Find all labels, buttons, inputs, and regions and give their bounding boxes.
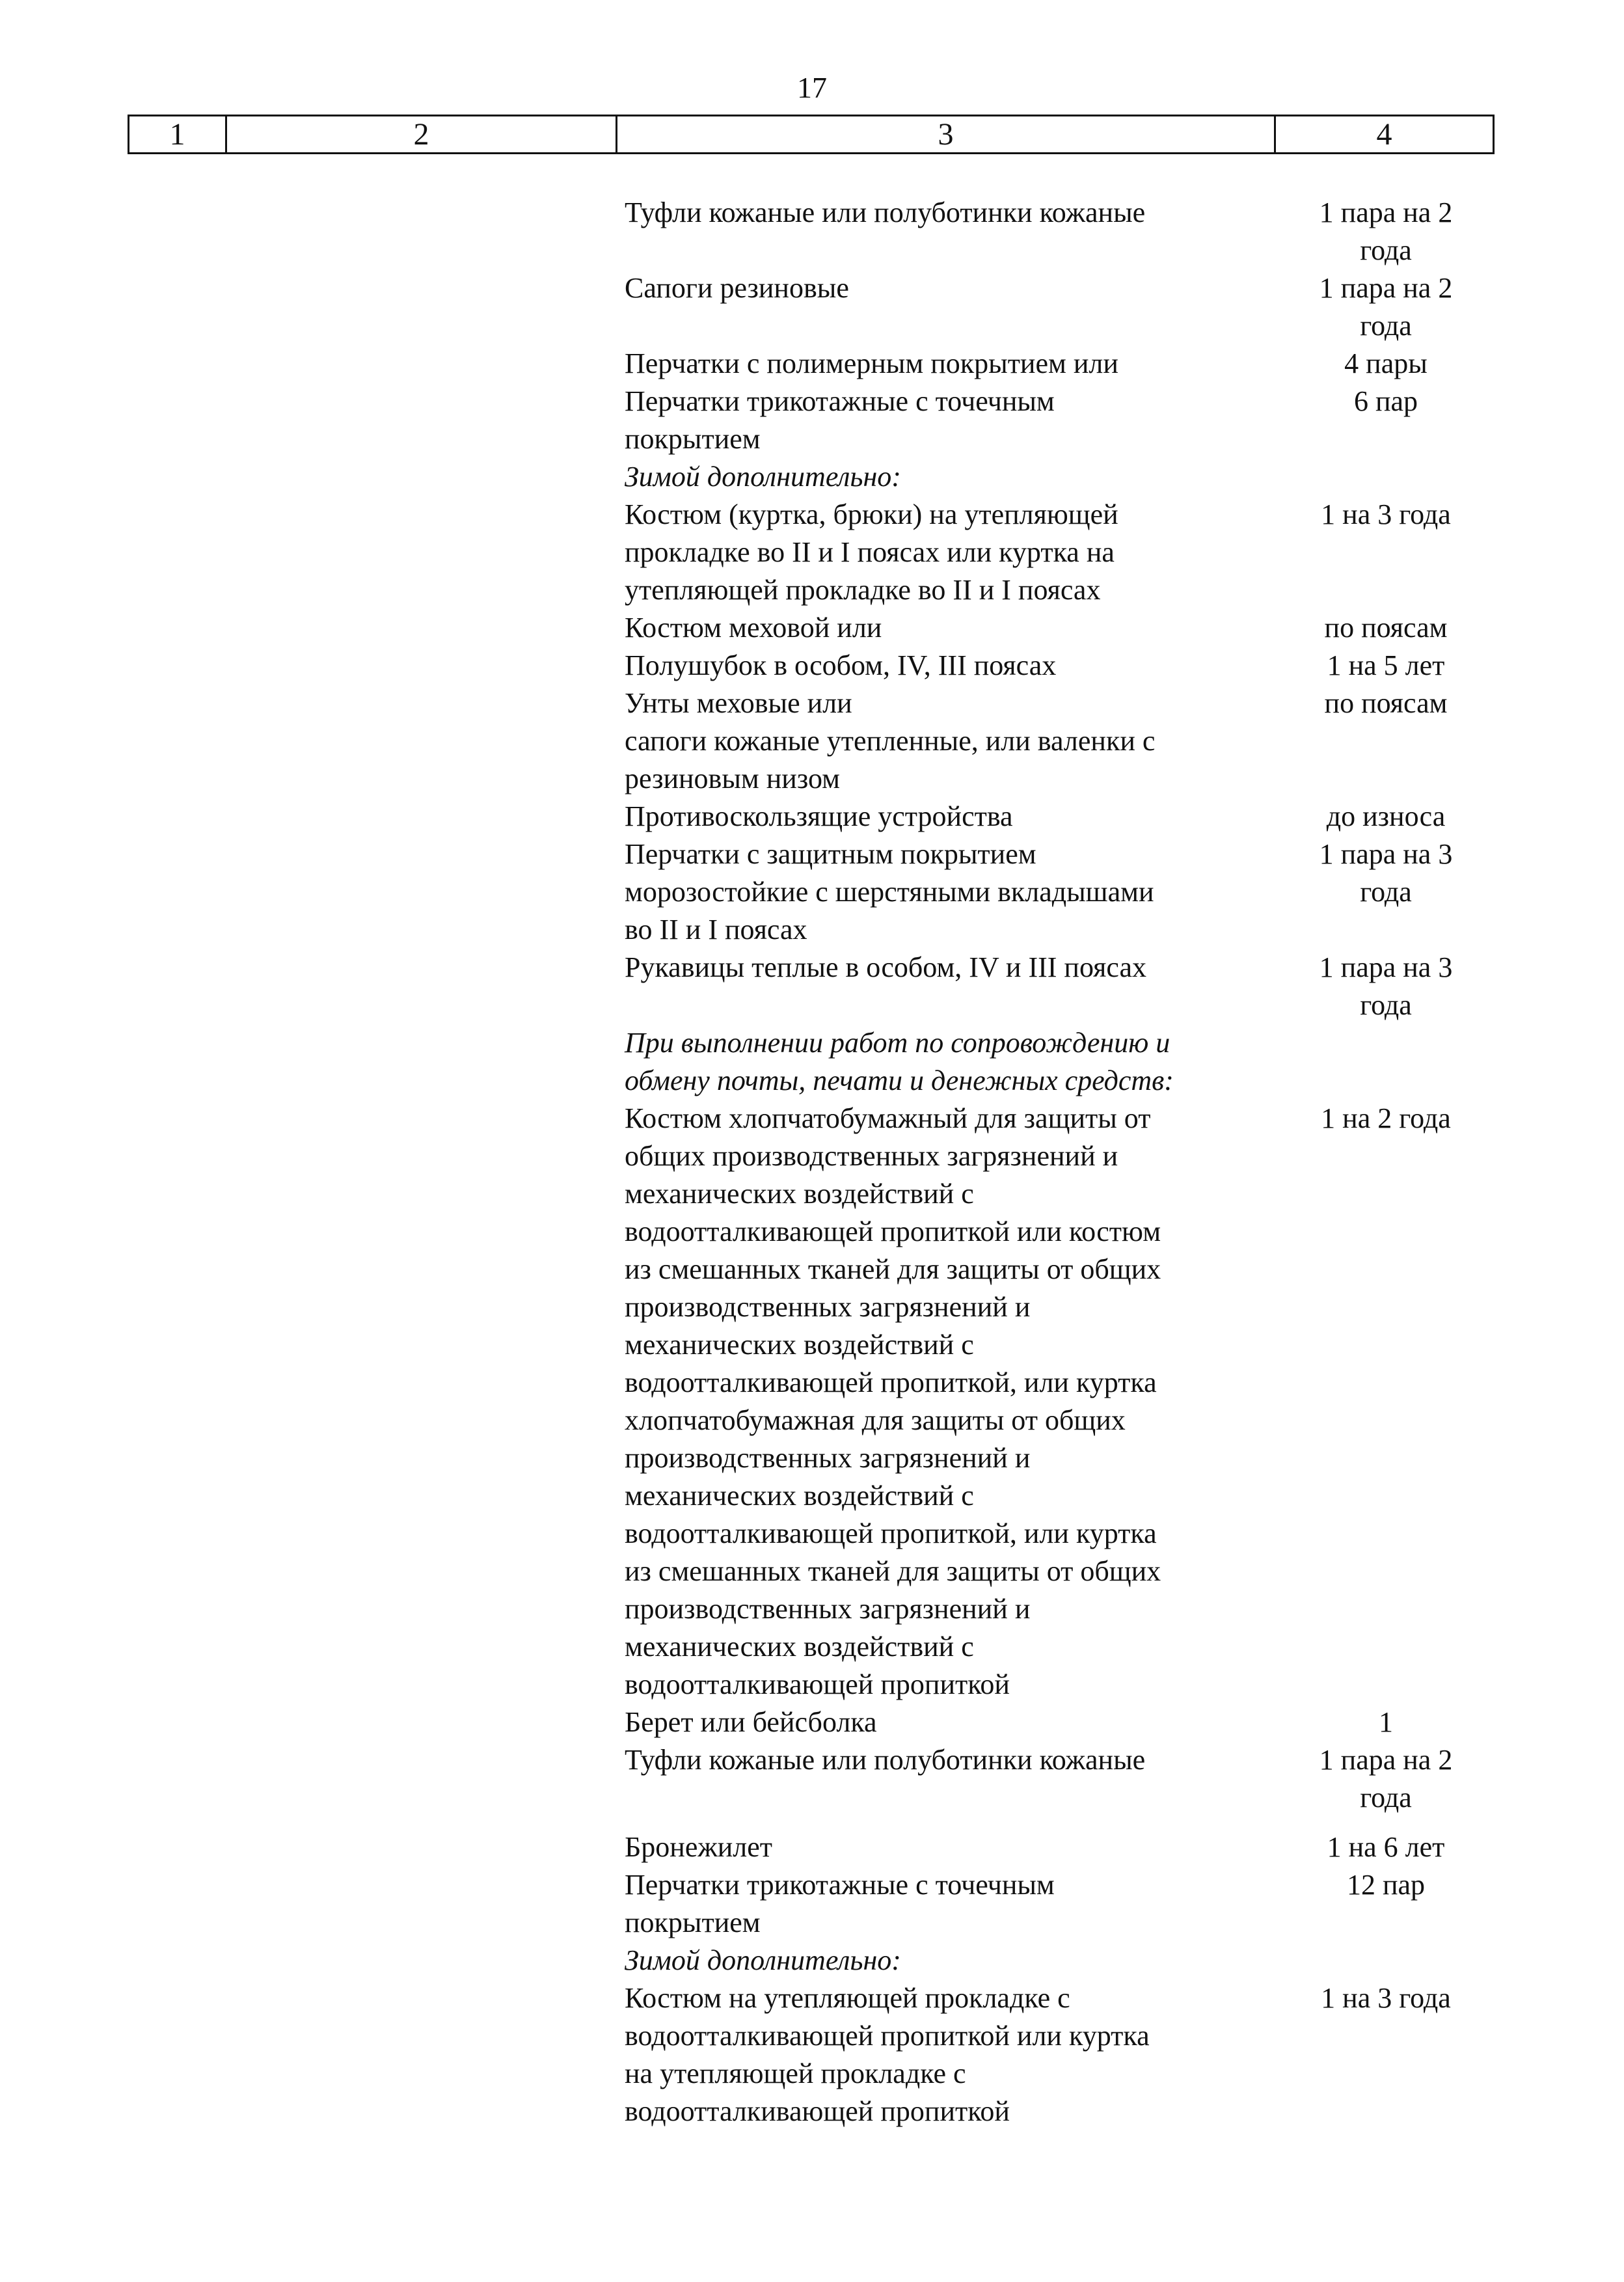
item-name: Рукавицы теплые в особом, IV и III поясах (625, 951, 1146, 983)
list-item (625, 383, 1496, 458)
item-name: Берет или бейсболка (625, 1706, 877, 1738)
item-name: Перчатки трикотажные с точечным покрытием (625, 1869, 1055, 1938)
item-name: Бронежилет (625, 1831, 773, 1863)
item-name: Перчатки с защитным покрытием морозостойкие с шерстяными вкладышами во II и I поясах (625, 838, 1154, 945)
section-heading-text: Зимой дополнительно: (625, 1944, 901, 1976)
list-item (625, 1979, 1496, 2130)
column-header-4: 4 (1376, 117, 1392, 152)
section-heading (625, 1942, 1496, 1979)
column-header-2: 2 (227, 116, 617, 152)
item-name: Туфли кожаные или полуботинки кожаные (625, 1744, 1146, 1776)
item-norm: 4 пары (1344, 347, 1428, 379)
list-item (625, 1828, 1496, 1866)
list-item (625, 647, 1496, 685)
list-item (625, 1100, 1496, 1704)
item-norm: 6 пар (1353, 385, 1418, 417)
item-name: Костюм хлопчатобумажный для защиты от общих производственных загрязнений и механических воздействий с водоотталкивающей пропиткой или костюм из смешанных тканей для защиты от общих производственных загрязнений и механических воздействий с водоотталкивающей пропиткой, или куртка хлопчатобумажная для защиты от общих производственных загрязнений и механических воздействий с водоотталкивающей пропиткой, или куртка из смешанных тканей для защиты от общих производственных загрязнений и механических воздействий с водоотталкивающей пропиткой (625, 1102, 1161, 1700)
list-item (625, 798, 1496, 835)
item-norm: 1 (1379, 1706, 1393, 1738)
section-heading (625, 1024, 1496, 1100)
section-heading-text: При выполнении работ по сопровождению и обмену почты, печати и денежных средств: (625, 1027, 1174, 1096)
list-item (625, 1704, 1496, 1741)
item-norm: 1 пара на 2 года (1319, 272, 1453, 342)
item-name: Сапоги резиновые (625, 272, 849, 304)
column-header-3: 3 (617, 116, 1276, 152)
item-name: Противоскользящие устройства (625, 800, 1013, 832)
item-norm: по поясам (1324, 612, 1448, 644)
section-heading (625, 458, 1496, 496)
item-norm: 1 на 5 лет (1327, 649, 1445, 681)
list-item (625, 194, 1496, 269)
item-name: Костюм (куртка, брюки) на утепляющей прокладке во II и I поясах или куртка на утепляющей прокладке во II и I поясах (625, 498, 1118, 606)
list-item (625, 269, 1496, 345)
item-norm: 1 пара на 3 года (1319, 951, 1453, 1021)
item-norm: 1 на 6 лет (1327, 1831, 1445, 1863)
list-item (625, 835, 1496, 949)
list-item (625, 1866, 1496, 1942)
list-item (625, 345, 1496, 383)
item-name: Туфли кожаные или полуботинки кожаные (625, 197, 1146, 228)
item-name: Перчатки с полимерным покрытием или (625, 347, 1118, 379)
page-number: 17 (797, 71, 827, 104)
list-item (625, 685, 1496, 798)
item-name: Унты меховые или сапоги кожаные утепленные, или валенки с резиновым низом (625, 687, 1156, 795)
item-norm: 1 пара на 3 года (1319, 838, 1453, 908)
item-norm: 1 на 3 года (1321, 1982, 1451, 2014)
item-norm: 12 пар (1346, 1869, 1426, 1901)
list-item (625, 949, 1496, 1024)
table-header-row (128, 115, 1495, 154)
item-name: Перчатки трикотажные с точечным покрытием (625, 385, 1055, 455)
item-name: Полушубок в особом, IV, III поясах (625, 649, 1057, 681)
section-heading-text: Зимой дополнительно: (625, 461, 901, 493)
item-name: Костюм меховой или (625, 612, 882, 644)
item-norm: 1 на 2 года (1321, 1102, 1451, 1134)
item-norm: 1 пара на 2 года (1319, 197, 1453, 266)
column-header-1: 1 (129, 116, 227, 152)
item-list (625, 194, 1496, 2130)
item-name: Костюм на утепляющей прокладке с водоотталкивающей пропиткой или куртка на утепляющей прокладке с водоотталкивающей пропиткой (625, 1982, 1150, 2127)
list-item (625, 609, 1496, 647)
item-norm: по поясам (1324, 687, 1448, 719)
list-item (625, 496, 1496, 609)
list-item (625, 1741, 1496, 1817)
item-norm: 1 пара на 2 года (1319, 1744, 1453, 1813)
item-norm: до износа (1326, 800, 1446, 832)
item-norm: 1 на 3 года (1321, 498, 1451, 530)
